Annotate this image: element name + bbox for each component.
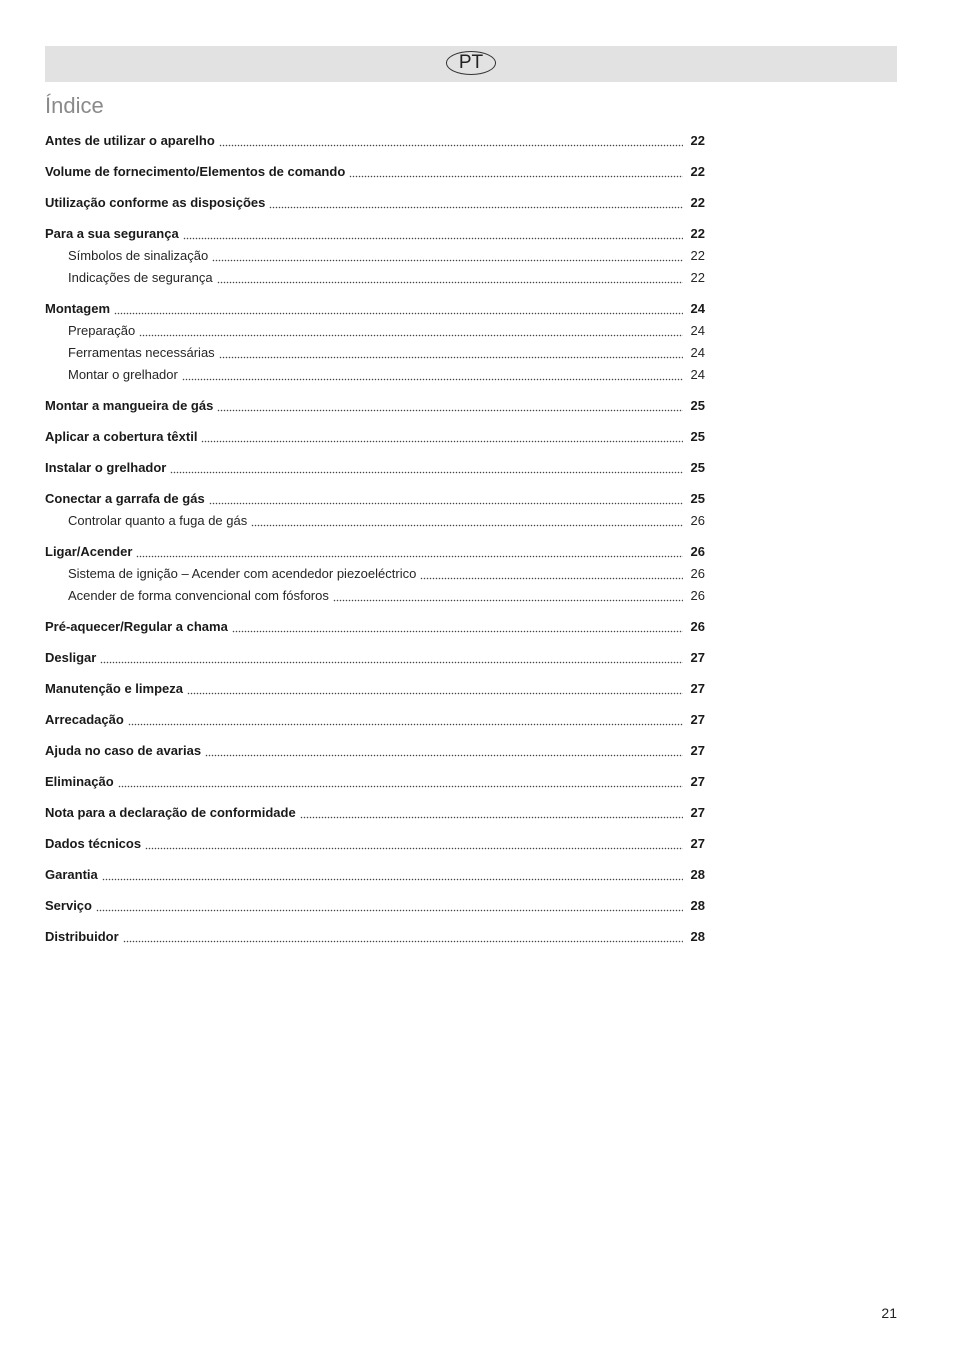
- dot-leader: [219, 133, 683, 147]
- toc-entry-title: Preparação: [68, 323, 136, 338]
- toc-entry-title: Montar a mangueira de gás: [45, 398, 214, 413]
- toc-entry-page: 24: [690, 323, 705, 338]
- table-of-contents: [45, 130, 705, 948]
- toc-entry[interactable]: [45, 647, 705, 669]
- toc-entry-page: 28: [690, 929, 705, 944]
- dot-leader: [333, 588, 683, 602]
- toc-entry-title: Eliminação: [45, 774, 114, 789]
- dot-leader: [205, 743, 683, 757]
- toc-entry-title: Ajuda no caso de avarias: [45, 743, 202, 758]
- dot-leader: [128, 712, 683, 726]
- toc-entry-page: 22: [690, 164, 705, 179]
- dot-leader: [100, 650, 683, 664]
- dot-leader: [170, 460, 683, 474]
- language-bar: [45, 46, 897, 82]
- dot-leader: [139, 323, 683, 337]
- toc-subentry[interactable]: [45, 320, 705, 342]
- dot-leader: [420, 566, 683, 580]
- dot-leader: [251, 513, 683, 527]
- dot-leader: [182, 367, 683, 381]
- toc-entry-page: 27: [690, 836, 705, 851]
- toc-entry-page: 27: [690, 743, 705, 758]
- toc-entry[interactable]: [45, 192, 705, 214]
- dot-leader: [118, 774, 683, 788]
- toc-subentry[interactable]: [45, 510, 705, 532]
- toc-entry-title: Ligar/Acender: [45, 544, 133, 559]
- toc-entry[interactable]: [45, 395, 705, 417]
- toc-entry-title: Montagem: [45, 301, 110, 316]
- toc-entry[interactable]: [45, 298, 705, 320]
- dot-leader: [201, 429, 683, 443]
- toc-entry[interactable]: [45, 833, 705, 855]
- toc-entry-page: 27: [690, 681, 705, 696]
- toc-entry-page: 24: [690, 301, 705, 316]
- toc-entry-title: Montar o grelhador: [68, 367, 178, 382]
- dot-leader: [219, 345, 683, 359]
- toc-entry[interactable]: [45, 130, 705, 152]
- toc-entry[interactable]: [45, 678, 705, 700]
- toc-entry-title: Aplicar a cobertura têxtil: [45, 429, 198, 444]
- toc-entry-page: 25: [690, 429, 705, 444]
- toc-entry-title: Volume de fornecimento/Elementos de comando: [45, 164, 346, 179]
- toc-entry-title: Pré-aquecer/Regular a chama: [45, 619, 228, 634]
- dot-leader: [114, 301, 683, 315]
- toc-entry-title: Antes de utilizar o aparelho: [45, 133, 215, 148]
- toc-entry-title: Dados técnicos: [45, 836, 142, 851]
- toc-subentry[interactable]: [45, 364, 705, 386]
- toc-entry[interactable]: [45, 426, 705, 448]
- toc-entry-title: Nota para a declaração de conformidade: [45, 805, 296, 820]
- toc-entry[interactable]: [45, 541, 705, 563]
- toc-entry-title: Garantia: [45, 867, 98, 882]
- toc-entry-title: Para a sua segurança: [45, 226, 179, 241]
- toc-entry-page: 27: [690, 774, 705, 789]
- toc-entry-title: Arrecadação: [45, 712, 124, 727]
- toc-subentry[interactable]: [45, 563, 705, 585]
- dot-leader: [102, 867, 683, 881]
- toc-entry-title: Desligar: [45, 650, 97, 665]
- page-number: 21: [881, 1305, 897, 1321]
- toc-entry-page: 25: [690, 491, 705, 506]
- toc-entry-page: 22: [690, 226, 705, 241]
- toc-entry-title: Utilização conforme as disposições: [45, 195, 266, 210]
- toc-entry-page: 24: [690, 367, 705, 382]
- toc-entry-page: 28: [690, 898, 705, 913]
- toc-entry-title: Serviço: [45, 898, 92, 913]
- toc-entry-title: Ferramentas necessárias: [68, 345, 215, 360]
- toc-entry-page: 27: [690, 650, 705, 665]
- toc-subentry[interactable]: [45, 342, 705, 364]
- dot-leader: [217, 398, 683, 412]
- toc-entry-page: 22: [690, 248, 705, 263]
- dot-leader: [232, 619, 683, 633]
- toc-subentry[interactable]: [45, 267, 705, 289]
- toc-entry[interactable]: [45, 161, 705, 183]
- toc-entry[interactable]: [45, 740, 705, 762]
- dot-leader: [269, 195, 683, 209]
- toc-entry[interactable]: [45, 457, 705, 479]
- toc-entry-page: 26: [690, 588, 705, 603]
- toc-entry-title: Acender de forma convencional com fósforos: [68, 588, 329, 603]
- toc-entry[interactable]: [45, 802, 705, 824]
- toc-entry-page: 27: [690, 805, 705, 820]
- toc-entry[interactable]: [45, 223, 705, 245]
- toc-entry-page: 22: [690, 270, 705, 285]
- toc-entry[interactable]: [45, 771, 705, 793]
- toc-entry-title: Símbolos de sinalização: [68, 248, 209, 263]
- toc-entry[interactable]: [45, 616, 705, 638]
- toc-entry-page: 26: [690, 566, 705, 581]
- toc-entry-page: 22: [690, 195, 705, 210]
- toc-entry-page: 28: [690, 867, 705, 882]
- dot-leader: [136, 544, 683, 558]
- dot-leader: [183, 226, 683, 240]
- page-title: Índice: [45, 93, 104, 118]
- toc-entry-page: 27: [690, 712, 705, 727]
- dot-leader: [123, 929, 683, 943]
- toc-subentry[interactable]: [45, 245, 705, 267]
- toc-entry[interactable]: [45, 926, 705, 948]
- toc-entry-title: Distribuidor: [45, 929, 119, 944]
- toc-entry-page: 26: [690, 544, 705, 559]
- toc-entry-page: 26: [690, 513, 705, 528]
- toc-entry-title: Controlar quanto a fuga de gás: [68, 513, 248, 528]
- dot-leader: [96, 898, 683, 912]
- toc-entry-title: Sistema de ignição – Acender com acendedor piezoeléctrico: [68, 566, 417, 581]
- toc-entry-page: 25: [690, 460, 705, 475]
- toc-entry[interactable]: [45, 488, 705, 510]
- language-badge: PT: [446, 51, 496, 75]
- dot-leader: [187, 681, 683, 695]
- toc-entry-title: Indicações de segurança: [68, 270, 213, 285]
- toc-entry-page: 26: [690, 619, 705, 634]
- toc-entry-page: 22: [690, 133, 705, 148]
- dot-leader: [300, 805, 683, 819]
- toc-entry-page: 25: [690, 398, 705, 413]
- dot-leader: [349, 164, 683, 178]
- dot-leader: [217, 270, 683, 284]
- dot-leader: [145, 836, 683, 850]
- toc-entry[interactable]: [45, 895, 705, 917]
- dot-leader: [209, 491, 683, 505]
- toc-subentry[interactable]: [45, 585, 705, 607]
- toc-entry-page: 24: [690, 345, 705, 360]
- toc-entry[interactable]: [45, 864, 705, 886]
- toc-entry[interactable]: [45, 709, 705, 731]
- toc-entry-title: Conectar a garrafa de gás: [45, 491, 205, 506]
- toc-entry-title: Manutenção e limpeza: [45, 681, 183, 696]
- toc-entry-title: Instalar o grelhador: [45, 460, 167, 475]
- dot-leader: [212, 248, 683, 262]
